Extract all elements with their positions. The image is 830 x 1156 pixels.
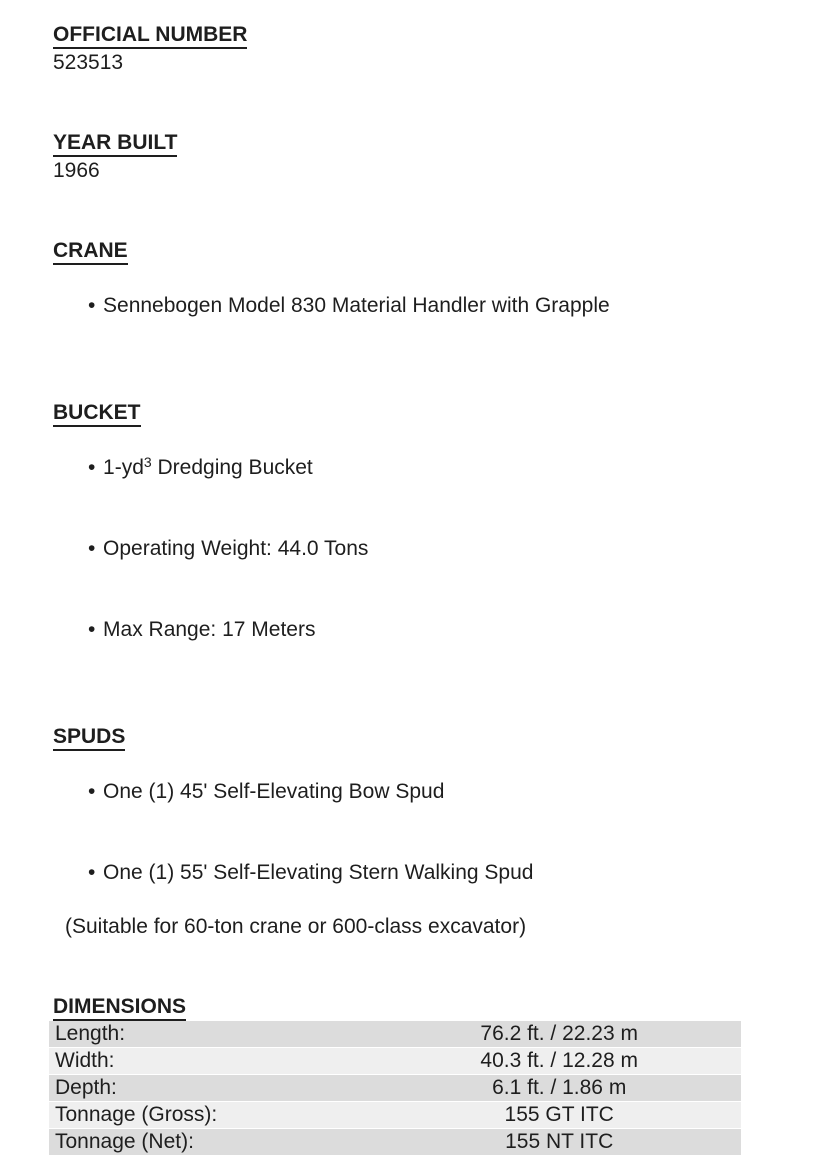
- bucket-item-dredging-pre: 1-yd: [103, 456, 144, 479]
- official-number-heading: [53, 21, 830, 49]
- section-crane: [53, 237, 830, 346]
- spuds-item-stern: [53, 832, 830, 913]
- year-built-value: 1966: [53, 159, 100, 182]
- bucket-item-dredging-post: Dredging Bucket: [151, 456, 313, 479]
- dim-value: 76.2 ft. / 22.23 m: [377, 1021, 741, 1048]
- section-official-number: [53, 21, 830, 76]
- bucket-item-weight-text: Operating Weight: 44.0 Tons: [103, 537, 369, 560]
- dim-label: Width:: [49, 1048, 377, 1075]
- official-number-heading-text: OFFICIAL NUMBER: [53, 22, 247, 49]
- bucket-heading: [53, 399, 830, 427]
- spuds-item-bow: [53, 751, 830, 832]
- section-bucket: [53, 399, 830, 670]
- bullet-icon: •: [88, 294, 96, 317]
- section-year-built: [53, 129, 830, 184]
- dim-label: Depth:: [49, 1075, 377, 1102]
- spuds-item-stern-text: One (1) 55' Self-Elevating Stern Walking Spud: [103, 861, 534, 884]
- crane-heading-text: CRANE: [53, 238, 128, 265]
- dimensions-table: [49, 1021, 741, 1156]
- dim-value: 155 GT ITC: [377, 1102, 741, 1129]
- table-row-tonnage-gross: [49, 1102, 741, 1129]
- crane-item: [53, 265, 830, 346]
- dimensions-heading: [53, 993, 830, 1021]
- year-built-heading: [53, 129, 830, 157]
- table-row-length: [49, 1021, 741, 1048]
- bullet-icon: •: [88, 780, 96, 803]
- official-number-value: 523513: [53, 51, 124, 74]
- bullet-icon: •: [88, 537, 96, 560]
- spuds-heading: [53, 723, 830, 751]
- crane-heading: [53, 237, 830, 265]
- bucket-item-range: [53, 589, 830, 670]
- bullet-icon: •: [88, 618, 96, 641]
- crane-item-text: Sennebogen Model 830 Material Handler with Grapple: [103, 294, 610, 317]
- table-row-depth: [49, 1075, 741, 1102]
- dim-label: Length:: [49, 1021, 377, 1048]
- bucket-item-dredging-sup: 3: [143, 454, 152, 470]
- spuds-item-bow-text: One (1) 45' Self-Elevating Bow Spud: [103, 780, 445, 803]
- bucket-heading-text: BUCKET: [53, 400, 141, 427]
- section-dimensions: [53, 993, 830, 1156]
- year-built-heading-text: YEAR BUILT: [53, 130, 177, 157]
- bullet-icon: •: [88, 456, 96, 479]
- spuds-note: (Suitable for 60-ton crane or 600-class excavator): [65, 915, 527, 938]
- dimensions-heading-text: DIMENSIONS: [53, 994, 186, 1021]
- bucket-item-dredging: [53, 427, 830, 508]
- dim-value: 40.3 ft. / 12.28 m: [377, 1048, 741, 1075]
- spuds-heading-text: SPUDS: [53, 724, 125, 751]
- dim-label: Tonnage (Gross):: [49, 1102, 377, 1129]
- dim-label: Tonnage (Net):: [49, 1129, 377, 1156]
- bullet-icon: •: [88, 861, 96, 884]
- dim-value: 155 NT ITC: [377, 1129, 741, 1156]
- table-row-width: [49, 1048, 741, 1075]
- section-spuds: [53, 723, 830, 940]
- dim-value: 6.1 ft. / 1.86 m: [377, 1075, 741, 1102]
- bucket-item-range-text: Max Range: 17 Meters: [103, 618, 316, 641]
- bucket-item-weight: [53, 508, 830, 589]
- table-row-tonnage-net: [49, 1129, 741, 1156]
